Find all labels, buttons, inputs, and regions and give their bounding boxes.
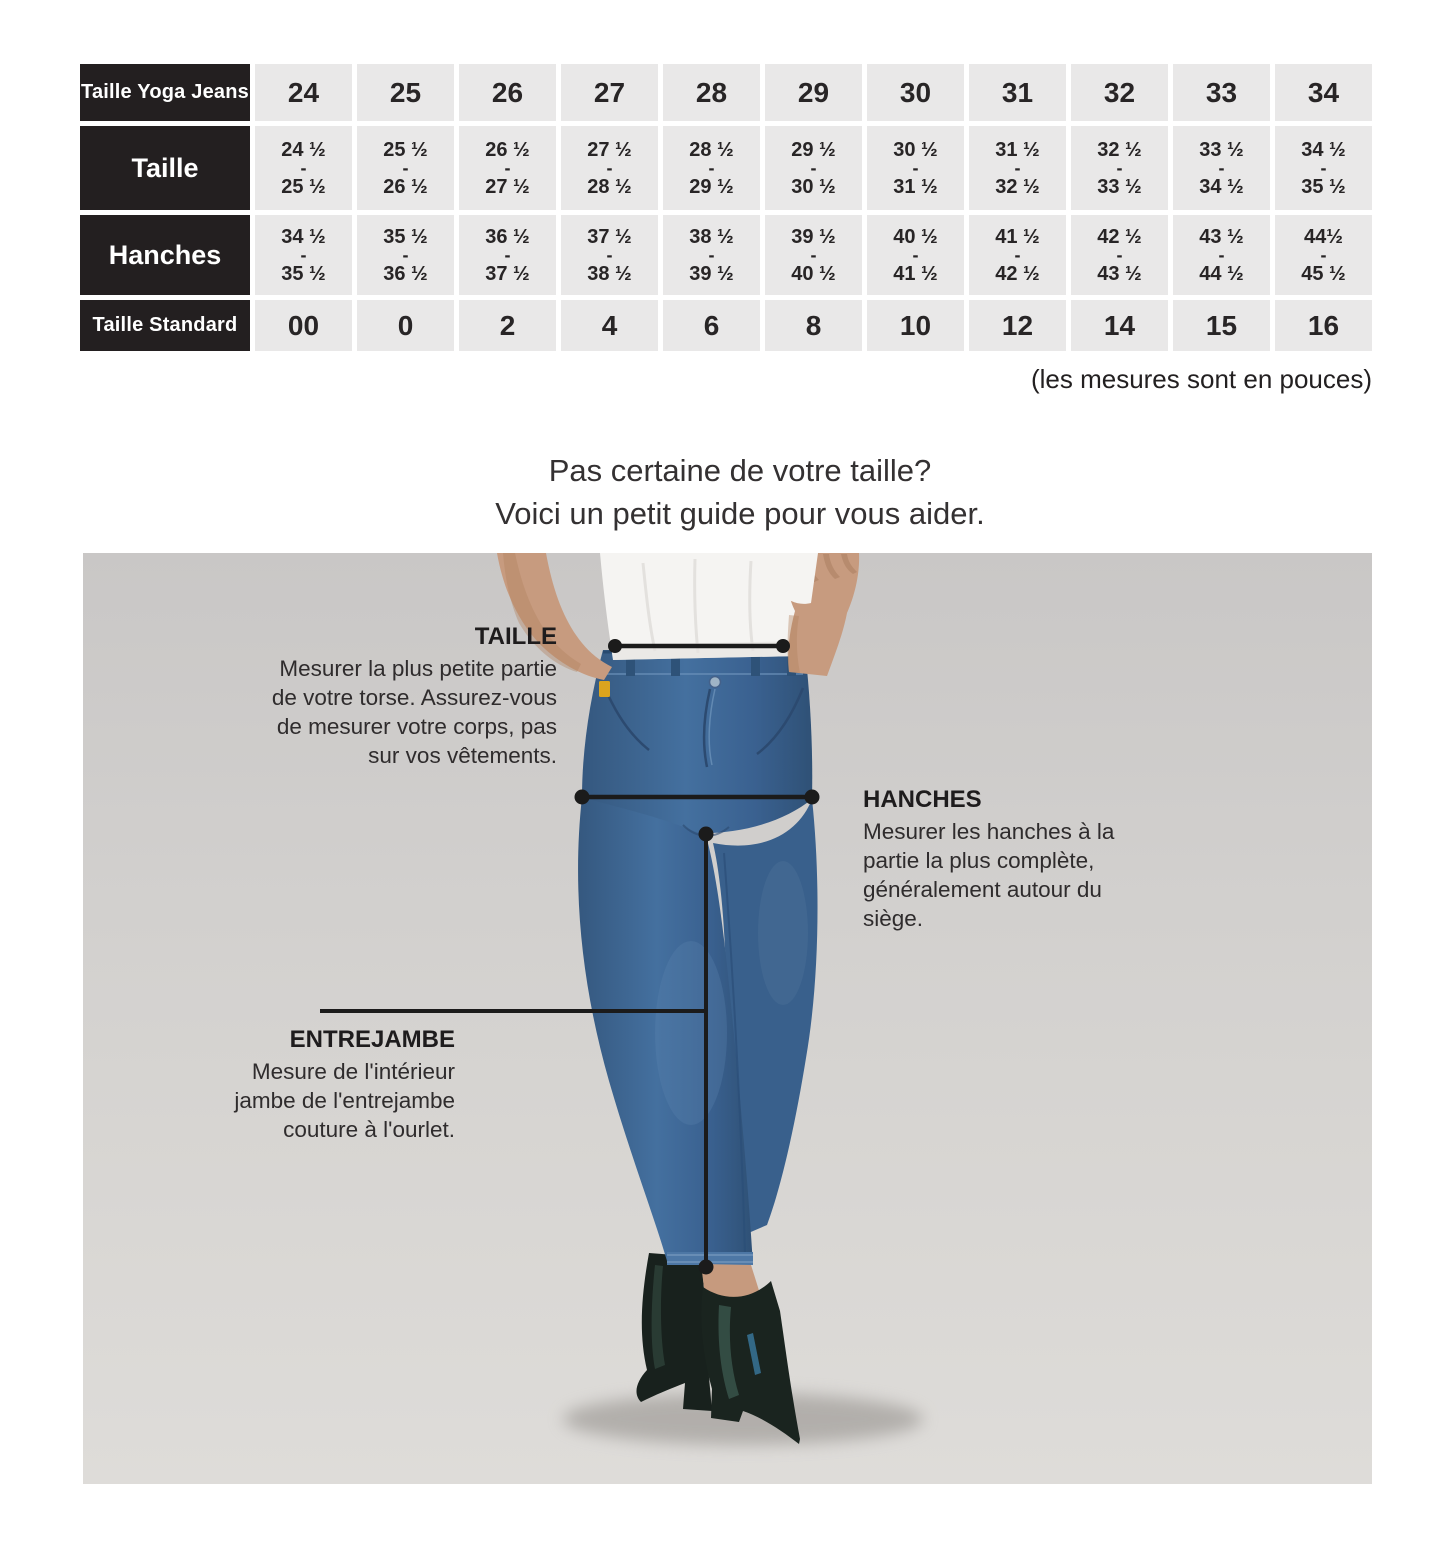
row-label-standard_row: Taille Standard [80, 300, 250, 351]
hips_row-cell-33: 43 ½ - 44 ½ [1173, 215, 1270, 295]
header_row-cell-25: 25 [357, 64, 454, 121]
guide-heading-line2: Voici un petit guide pour vous aider. [495, 496, 985, 531]
hips_row-cell-24: 34 ½ - 35 ½ [255, 215, 352, 295]
waist_row-cell-33: 33 ½ - 34 ½ [1173, 126, 1270, 210]
header_row-cell-32: 32 [1071, 64, 1168, 121]
annotation-taille-line-1: Mesurer la plus petite partie [279, 656, 557, 681]
annotation-hanches [863, 786, 1198, 933]
annotation-entrejambe-title: ENTREJAMBE [289, 1026, 455, 1053]
header_row-cell-33: 33 [1173, 64, 1270, 121]
standard_row-cell-34: 16 [1275, 300, 1372, 351]
annotation-entrejambe [120, 1026, 455, 1144]
annotation-hanches-line-4: siège. [863, 906, 924, 931]
header_row-cell-31: 31 [969, 64, 1066, 121]
size-table [80, 64, 1372, 351]
standard_row-cell-24: 00 [255, 300, 352, 351]
waist_row-cell-26: 26 ½ - 27 ½ [459, 126, 556, 210]
guide-heading-line1: Pas certaine de votre taille? [548, 453, 932, 488]
annotation-taille-line-4: sur vos vêtements. [368, 743, 557, 768]
jeans-upper [582, 650, 812, 833]
header_row-cell-28: 28 [663, 64, 760, 121]
header_row-cell-26: 26 [459, 64, 556, 121]
annotation-taille-line-3: de mesurer votre corps, pas [276, 714, 557, 739]
waist_row-cell-32: 32 ½ - 33 ½ [1071, 126, 1168, 210]
waist_row-cell-28: 28 ½ - 29 ½ [663, 126, 760, 210]
row-label-header_row: Taille Yoga Jeans [80, 64, 250, 121]
standard_row-cell-33: 15 [1173, 300, 1270, 351]
hips_row-cell-30: 40 ½ - 41 ½ [867, 215, 964, 295]
standard_row-cell-30: 10 [867, 300, 964, 351]
header_row-cell-34: 34 [1275, 64, 1372, 121]
row-label-waist_row: Taille [80, 126, 250, 210]
annotation-taille-title: TAILLE [474, 623, 557, 650]
header_row-cell-30: 30 [867, 64, 964, 121]
annotation-hanches-title: HANCHES [863, 786, 982, 813]
standard_row-cell-31: 12 [969, 300, 1066, 351]
guide-heading [35, 449, 1445, 535]
annotation-taille-line-2: de votre torse. Assurez-vous [271, 685, 557, 710]
annotation-entrejambe-line-2: jambe de l'entrejambe [234, 1088, 455, 1113]
standard_row-cell-27: 4 [561, 300, 658, 351]
back-boot [636, 1253, 712, 1411]
header_row-cell-29: 29 [765, 64, 862, 121]
annotation-hanches-line-2: partie la plus complète, [863, 848, 1095, 873]
hips_row-cell-34: 44½ - 45 ½ [1275, 215, 1372, 295]
unit-note: (les mesures sont en pouces) [1030, 364, 1372, 394]
standard_row-cell-26: 2 [459, 300, 556, 351]
waist_row-cell-30: 30 ½ - 31 ½ [867, 126, 964, 210]
annotation-entrejambe-line-1: Mesure de l'intérieur [251, 1059, 455, 1084]
hips_row-cell-27: 37 ½ - 38 ½ [561, 215, 658, 295]
header_row-cell-27: 27 [561, 64, 658, 121]
annotation-entrejambe-line-3: couture à l'ourlet. [283, 1117, 455, 1142]
standard_row-cell-25: 0 [357, 300, 454, 351]
waist_row-cell-31: 31 ½ - 32 ½ [969, 126, 1066, 210]
annotation-taille [212, 623, 557, 770]
waist_row-cell-27: 27 ½ - 28 ½ [561, 126, 658, 210]
standard_row-cell-32: 14 [1071, 300, 1168, 351]
waist_row-cell-24: 24 ½ - 25 ½ [255, 126, 352, 210]
hips_row-cell-26: 36 ½ - 37 ½ [459, 215, 556, 295]
size-guide-photo [83, 553, 1372, 1484]
annotation-hanches-line-1: Mesurer les hanches à la [863, 819, 1115, 844]
waist_row-cell-25: 25 ½ - 26 ½ [357, 126, 454, 210]
hips_row-cell-29: 39 ½ - 40 ½ [765, 215, 862, 295]
standard_row-cell-28: 6 [663, 300, 760, 351]
hips_row-cell-28: 38 ½ - 39 ½ [663, 215, 760, 295]
waist_row-cell-34: 34 ½ - 35 ½ [1275, 126, 1372, 210]
waist_row-cell-29: 29 ½ - 30 ½ [765, 126, 862, 210]
standard_row-cell-29: 8 [765, 300, 862, 351]
annotation-hanches-line-3: généralement autour du [863, 877, 1102, 902]
row-label-hips_row: Hanches [80, 215, 250, 295]
hips_row-cell-31: 41 ½ - 42 ½ [969, 215, 1066, 295]
hips_row-cell-25: 35 ½ - 36 ½ [357, 215, 454, 295]
header_row-cell-24: 24 [255, 64, 352, 121]
hips_row-cell-32: 42 ½ - 43 ½ [1071, 215, 1168, 295]
